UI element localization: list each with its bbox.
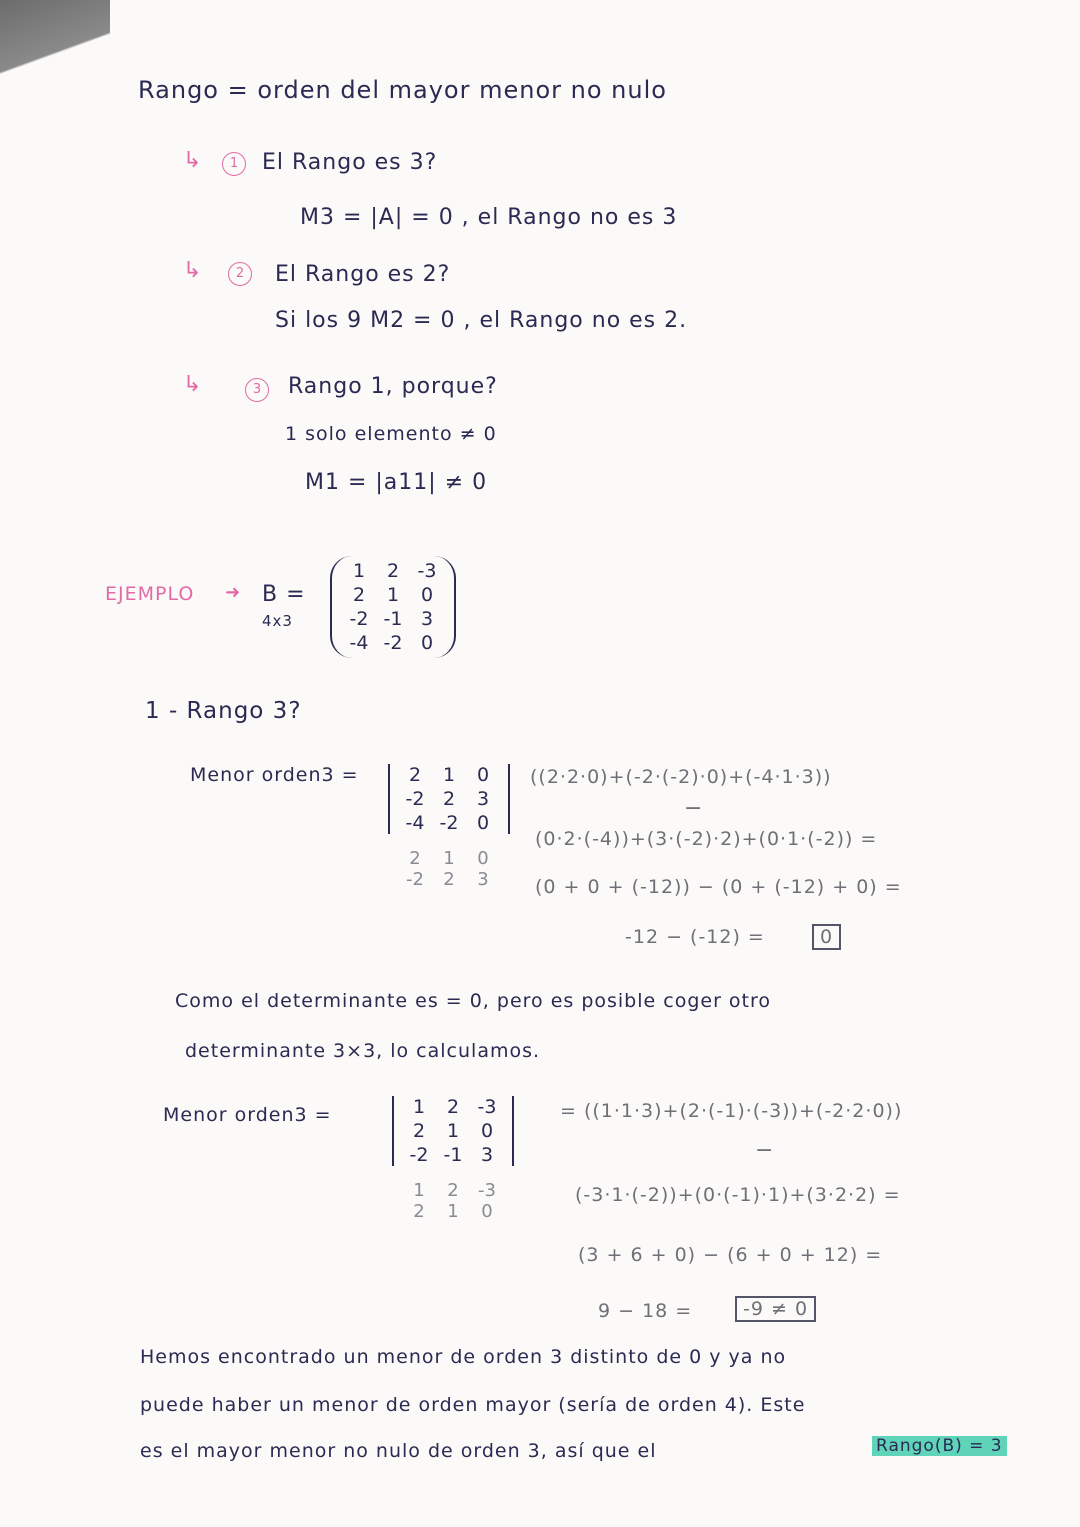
calc-line: (3 + 6 + 0) − (6 + 0 + 12) =: [578, 1244, 883, 1266]
step-number: 2: [228, 262, 252, 286]
definition: Rango = orden del mayor menor no nulo: [138, 76, 667, 104]
step-detail: M3 = |A| = 0 , el Rango no es 3: [300, 205, 678, 230]
step-question: El Rango es 2?: [275, 262, 451, 287]
calc-line: -12 − (-12) =: [625, 926, 765, 948]
comment-line: determinante 3×3, lo calculamos.: [185, 1040, 541, 1062]
step-detail: 1 solo elemento ≠ 0: [285, 423, 497, 445]
minor-label: Menor orden3 =: [163, 1104, 332, 1126]
minor-matrix: 2 1 0 -2 2 3 -4 -2 0: [388, 764, 510, 834]
sarrus-extension: 2 1 0 -2 2 3: [406, 848, 489, 890]
conclusion-line: puede haber un menor de orden mayor (sería de orden 4). Este: [140, 1394, 806, 1416]
sarrus-extension: 1 2 -3 2 1 0: [413, 1180, 496, 1222]
result-box: 0: [812, 924, 841, 950]
arrow-icon: ↳: [183, 258, 203, 283]
step-detail: M1 = |a11| ≠ 0: [305, 470, 488, 495]
calc-line: (-3·1·(-2))+(0·(-1)·1)+(3·2·2) =: [575, 1184, 901, 1206]
result-box: -9 ≠ 0: [735, 1296, 816, 1322]
calc-line: −: [684, 796, 704, 821]
conclusion-line: es el mayor menor no nulo de orden 3, así que el: [140, 1440, 657, 1462]
part1-title: 1 - Rango 3?: [145, 698, 302, 724]
minor-label: Menor orden3 =: [190, 764, 359, 786]
calc-line: (0 + 0 + (-12)) − (0 + (-12) + 0) =: [535, 876, 902, 898]
arrow-icon: ↳: [183, 372, 203, 397]
matrix-name: B =: [262, 582, 306, 607]
step-number: 1: [222, 152, 246, 176]
final-answer-highlight: Rango(B) = 3: [872, 1436, 1007, 1456]
calc-line: 9 − 18 =: [598, 1300, 693, 1322]
arrow-right-icon: ➜: [225, 582, 242, 603]
calc-line: (0·2·(-4))+(3·(-2)·2)+(0·1·(-2)) =: [535, 828, 878, 850]
arrow-icon: ↳: [183, 148, 203, 173]
step-detail: Si los 9 M2 = 0 , el Rango no es 2.: [275, 308, 688, 333]
matrix-dims: 4x3: [262, 612, 293, 630]
step-question: Rango 1, porque?: [288, 374, 498, 399]
page-shadow-edge: [0, 0, 110, 200]
minor-matrix: 1 2 -3 2 1 0 -2 -1 3: [392, 1096, 514, 1166]
step-question: El Rango es 3?: [262, 150, 438, 175]
comment-line: Como el determinante es = 0, pero es posible coger otro: [175, 990, 772, 1012]
calc-line: = ((1·1·3)+(2·(-1)·(-3))+(-2·2·0)): [560, 1100, 903, 1122]
matrix-b: 1 2 -3 2 1 0 -2 -1 3 -4 -2 0: [330, 556, 456, 658]
calc-line: −: [755, 1138, 775, 1163]
step-number: 3: [245, 378, 269, 402]
calc-line: ((2·2·0)+(-2·(-2)·0)+(-4·1·3)): [530, 766, 832, 788]
example-label: EJEMPLO: [105, 583, 195, 605]
conclusion-line: Hemos encontrado un menor de orden 3 distinto de 0 y ya no: [140, 1346, 787, 1368]
